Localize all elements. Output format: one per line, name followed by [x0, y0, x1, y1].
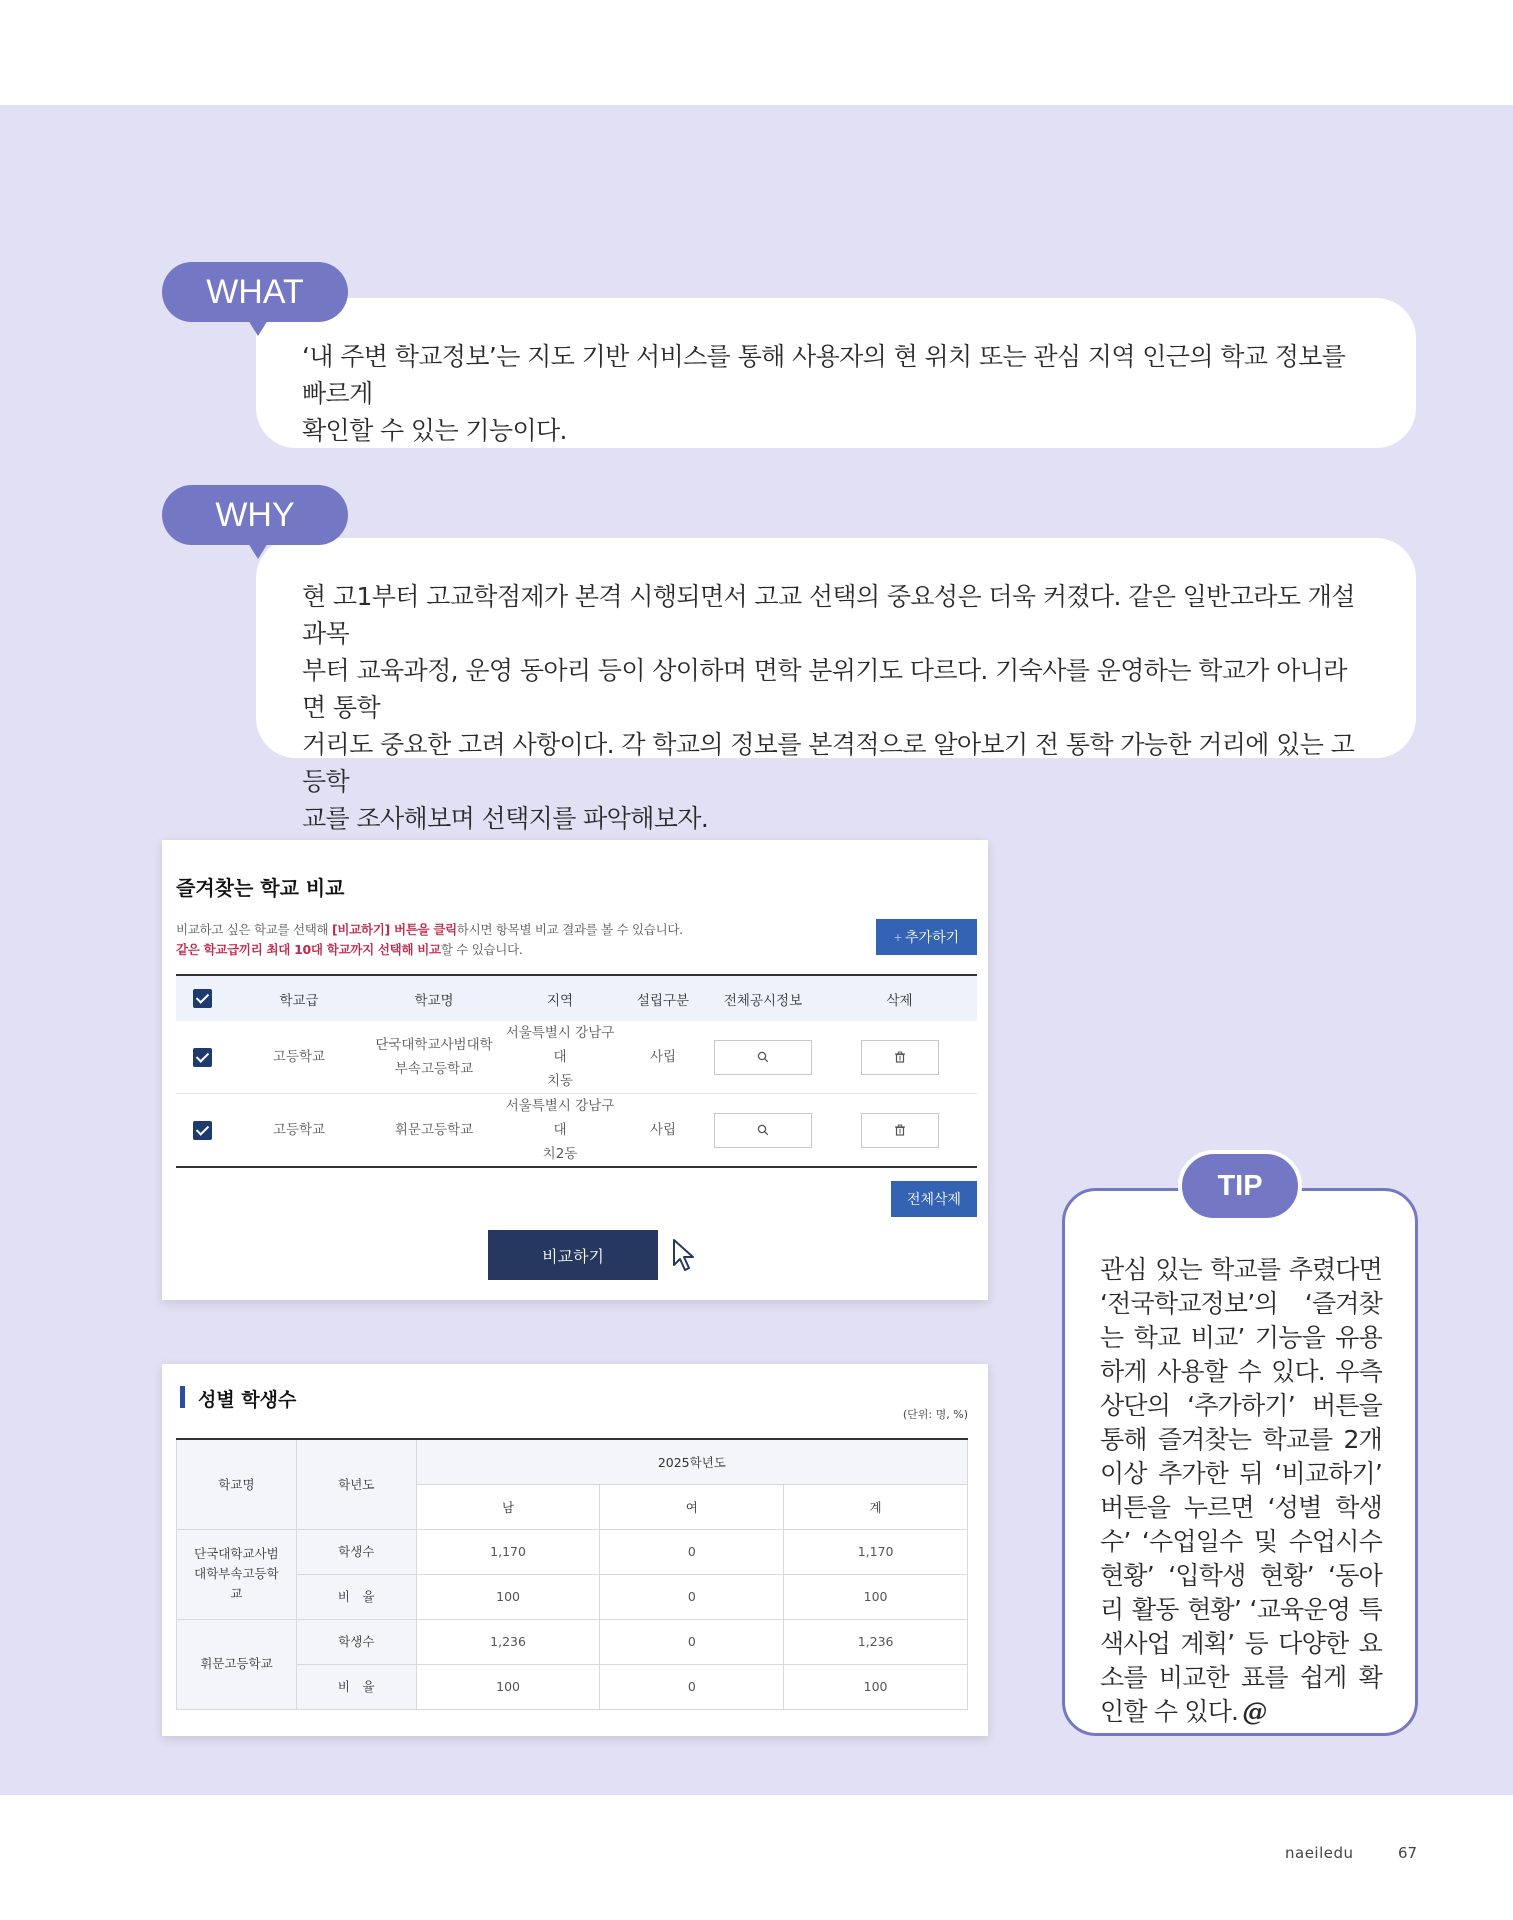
- header-year: 2025학년도: [416, 1439, 967, 1484]
- tip-body: 관심 있는 학교를 추렸다면 ‘전국학교정보’의 ‘즐겨찾는 학교 비교’ 기능을 유용하게 사용할 수 있다. 우측 상단의 ‘추가하기’ 버튼을 통해 즐겨찾는 학교를 2개 이상 추가한 뒤 ‘비교하기’ 버튼을 누르면 ‘성별 학생수’ ‘수업일수 및 수업시수 현황’ ‘입학생 현황’ ‘동아리 활동 현황’ ‘교육운영 특색사업 계획’ 등 다양한 요소를 비교한 표를 쉽게 확인할 수 있다.: [1100, 1255, 1382, 1726]
- row-label: 비 율: [296, 1574, 416, 1619]
- header-female: 여: [600, 1484, 784, 1529]
- trash-icon: [894, 1124, 906, 1136]
- search-icon: [757, 1124, 769, 1136]
- header-total: 계: [784, 1484, 968, 1529]
- why-tag: WHY: [162, 485, 348, 545]
- region-line: 서울특별시 강남구 대: [505, 1098, 615, 1138]
- header-info: 전체공시정보: [723, 992, 803, 1009]
- header-region: 지역: [546, 992, 574, 1009]
- desc-text: 비교하고 싶은 학교를 선택해: [176, 922, 332, 937]
- tip-tag: TIP: [1178, 1150, 1302, 1222]
- school-type: 사립: [649, 1122, 677, 1138]
- header-level: 학교급: [279, 992, 319, 1009]
- mouse-cursor-icon: [672, 1238, 698, 1272]
- region-line: 치동: [546, 1073, 574, 1089]
- female-value: 0: [600, 1574, 784, 1619]
- school-level: 고등학교: [272, 1049, 326, 1065]
- header-school: 학교명: [177, 1439, 297, 1529]
- school-region: [498, 1094, 622, 1168]
- female-value: 0: [600, 1619, 784, 1664]
- desc-text: 하시면 항목별 비교 결과를 볼 수 있습니다.: [456, 922, 683, 937]
- school-region: [498, 1021, 622, 1094]
- gender-title: 성별 학생수: [198, 1389, 297, 1411]
- school-name-line: 단국대학교사범: [194, 1546, 279, 1561]
- select-all-checkbox[interactable]: [193, 989, 212, 1008]
- compare-button[interactable]: 비교하기: [488, 1230, 658, 1280]
- what-tag: WHAT: [162, 262, 348, 322]
- plus-icon: +: [893, 929, 903, 945]
- favorites-title: 즐겨찾는 학교 비교: [176, 876, 345, 900]
- table-header-row: [176, 975, 977, 1021]
- what-line-1: ‘내 주변 학교정보’는 지도 기반 서비스를 통해 사용자의 현 위치 또는 관심 지역 인근의 학교 정보를 빠르게: [302, 342, 1346, 408]
- table-row: [176, 1021, 977, 1094]
- row-label: 학생수: [296, 1529, 416, 1574]
- end-mark-icon: @: [1242, 1697, 1267, 1726]
- school-type: 사립: [649, 1049, 677, 1065]
- unit-label: (단위: 명, %): [902, 1408, 968, 1421]
- what-bubble: [256, 298, 1416, 448]
- school-name-line: 대학부속고등학: [194, 1566, 279, 1581]
- trash-icon: [894, 1051, 906, 1063]
- why-line-4: 교를 조사해보며 선택지를 파악해보자.: [302, 804, 709, 833]
- region-line: 서울특별시 강남구 대: [505, 1025, 615, 1065]
- view-info-button[interactable]: [714, 1113, 812, 1148]
- favorites-description: [176, 920, 683, 960]
- school-name-cell: [177, 1529, 297, 1619]
- school-name-line: 부속고등학교: [394, 1061, 474, 1077]
- header-type: 설립구분: [636, 992, 690, 1009]
- why-line-1: 현 고1부터 고교학점제가 본격 시행되면서 고교 선택의 중요성은 더욱 커졌다. 같은 일반고라도 개설 과목: [302, 582, 1355, 648]
- school-name-line: 휘문고등학교: [200, 1656, 273, 1671]
- footer-brand: naeiledu: [1285, 1844, 1354, 1862]
- delete-row-button[interactable]: [861, 1040, 939, 1075]
- header-grade: 학년도: [296, 1439, 416, 1529]
- total-value: 1,236: [784, 1619, 968, 1664]
- gender-students-panel: [162, 1364, 988, 1736]
- what-line-2: 확인할 수 있는 기능이다.: [302, 416, 567, 445]
- total-value: 100: [784, 1664, 968, 1709]
- why-line-2: 부터 교육과정, 운영 동아리 등이 상이하며 면학 분위기도 다르다. 기숙사를 운영하는 학교가 아니라면 통학: [302, 656, 1347, 722]
- row-checkbox[interactable]: [193, 1121, 212, 1140]
- row-label: 비 율: [296, 1664, 416, 1709]
- female-value: 0: [600, 1664, 784, 1709]
- why-bubble: [256, 538, 1416, 833]
- header-male: 남: [416, 1484, 600, 1529]
- total-value: 1,170: [784, 1529, 968, 1574]
- school-name-line: 휘문고등학교: [394, 1122, 474, 1138]
- add-button-label: 추가하기: [905, 929, 960, 945]
- row-label: 학생수: [296, 1619, 416, 1664]
- view-info-button[interactable]: [714, 1040, 812, 1075]
- favorite-schools-panel: [162, 840, 988, 1300]
- table-row: [177, 1619, 968, 1664]
- region-line: 치2동: [542, 1146, 578, 1162]
- delete-all-button[interactable]: 전체삭제: [891, 1181, 977, 1217]
- table-row: [177, 1529, 968, 1574]
- header-name: 학교명: [414, 992, 454, 1009]
- school-name: [370, 1094, 498, 1168]
- male-value: 1,170: [416, 1529, 600, 1574]
- male-value: 100: [416, 1664, 600, 1709]
- desc-highlight: 같은 학교급끼리 최대 10대 학교까지 선택해 비교: [176, 942, 441, 957]
- add-school-button[interactable]: [876, 919, 977, 955]
- school-level: 고등학교: [272, 1122, 326, 1138]
- school-name: [370, 1021, 498, 1094]
- gender-table: [176, 1438, 968, 1710]
- school-name-line: 교: [230, 1586, 243, 1601]
- page-number: 67: [1398, 1844, 1418, 1862]
- school-name-cell: [177, 1619, 297, 1709]
- desc-highlight: [비교하기] 버튼을 클릭: [332, 922, 457, 937]
- tip-text: [1100, 1253, 1382, 1729]
- favorites-table: [176, 974, 977, 1168]
- search-icon: [757, 1051, 769, 1063]
- school-name-line: 단국대학교사범대학: [375, 1037, 493, 1053]
- why-line-3: 거리도 중요한 고려 사항이다. 각 학교의 정보를 본격적으로 알아보기 전 통학 가능한 거리에 있는 고등학: [302, 730, 1355, 796]
- section-title-bar: [180, 1386, 185, 1408]
- total-value: 100: [784, 1574, 968, 1619]
- delete-row-button[interactable]: [861, 1113, 939, 1148]
- row-checkbox[interactable]: [193, 1048, 212, 1067]
- table-row: [176, 1094, 977, 1168]
- header-delete: 삭제: [886, 992, 913, 1009]
- male-value: 1,236: [416, 1619, 600, 1664]
- desc-text: 할 수 있습니다.: [440, 942, 523, 957]
- female-value: 0: [600, 1529, 784, 1574]
- male-value: 100: [416, 1574, 600, 1619]
